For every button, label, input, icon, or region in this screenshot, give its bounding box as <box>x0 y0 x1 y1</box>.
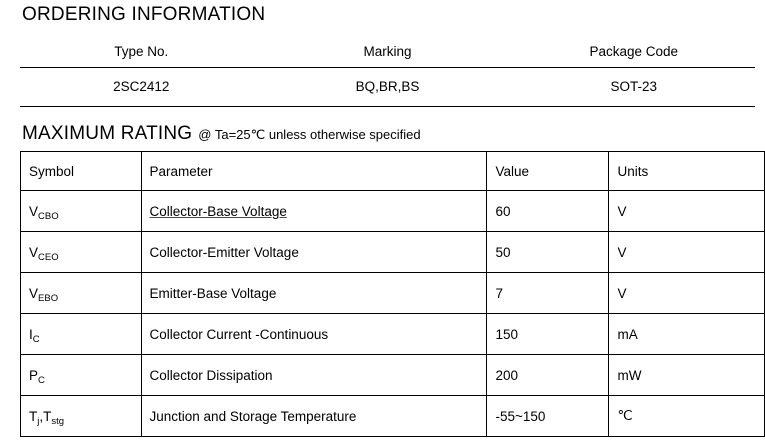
symbol-base: T <box>29 408 38 424</box>
cell-symbol <box>21 232 142 273</box>
symbol-subscript: CBO <box>38 210 59 222</box>
maximum-rating-condition: @ Ta=25℃ unless otherwise specified <box>198 127 421 142</box>
ordering-information-section <box>20 38 745 107</box>
table-row <box>21 191 765 232</box>
cell-parameter: Collector Dissipation <box>141 355 487 396</box>
table-row <box>21 273 765 314</box>
column-header-parameter: Parameter <box>141 152 487 191</box>
cell-units: V <box>609 273 765 314</box>
cell-marking: BQ,BR,BS <box>263 68 513 107</box>
symbol-subscript: C <box>32 333 40 345</box>
maximum-rating-heading <box>22 123 755 145</box>
cell-units: ℃ <box>609 396 765 437</box>
column-header-units: Units <box>609 152 765 191</box>
cell-symbol <box>21 314 142 355</box>
column-header-symbol: Symbol <box>21 152 142 191</box>
symbol-subscript: j <box>37 415 40 427</box>
symbol-base: V <box>29 244 39 260</box>
symbol-subscript: EBO <box>38 292 59 304</box>
cell-value: 60 <box>487 191 609 232</box>
cell-value: 7 <box>487 273 609 314</box>
ordering-information-title: ORDERING INFORMATION <box>22 4 266 25</box>
maximum-rating-title: MAXIMUM RATING <box>22 123 193 144</box>
cell-value: 200 <box>487 355 609 396</box>
cell-units: V <box>609 232 765 273</box>
cell-symbol <box>21 355 142 396</box>
cell-value: 50 <box>487 232 609 273</box>
cell-units: mA <box>609 314 765 355</box>
ordering-information-table <box>20 38 755 107</box>
symbol-base: V <box>29 203 39 219</box>
table-row <box>21 232 765 273</box>
symbol-subscript-2: stg <box>51 415 65 427</box>
table-header-row <box>20 38 755 68</box>
table-row <box>21 396 765 437</box>
cell-symbol <box>21 396 142 437</box>
column-header-type-no: Type No. <box>20 38 263 68</box>
symbol-base: I <box>29 326 33 342</box>
table-row <box>21 314 765 355</box>
cell-parameter <box>141 191 487 232</box>
cell-parameter: Collector-Emitter Voltage <box>141 232 487 273</box>
maximum-rating-section <box>20 151 745 437</box>
symbol-subscript: C <box>38 374 45 386</box>
table-header-row <box>21 152 765 191</box>
cell-symbol <box>21 273 142 314</box>
parameter-text: Collector-Base Voltage <box>149 203 287 219</box>
column-header-marking: Marking <box>263 38 513 68</box>
cell-value: 150 <box>487 314 609 355</box>
table-row <box>20 68 755 107</box>
symbol-base: V <box>29 285 39 301</box>
symbol-base-2: ,T <box>39 408 52 424</box>
cell-parameter: Junction and Storage Temperature <box>141 396 487 437</box>
datasheet-page <box>0 4 765 445</box>
cell-units: V <box>609 191 765 232</box>
cell-units: mW <box>609 355 765 396</box>
cell-symbol <box>21 191 142 232</box>
cell-package-code: SOT-23 <box>512 68 755 107</box>
symbol-subscript: CEO <box>38 251 59 263</box>
cell-type-no: 2SC2412 <box>20 68 263 107</box>
cell-parameter: Emitter-Base Voltage <box>141 273 487 314</box>
maximum-rating-table <box>20 151 765 437</box>
symbol-base: P <box>29 367 39 383</box>
cell-value: -55~150 <box>487 396 609 437</box>
cell-parameter: Collector Current -Continuous <box>141 314 487 355</box>
column-header-package-code: Package Code <box>512 38 755 68</box>
table-row <box>21 355 765 396</box>
column-header-value: Value <box>487 152 609 191</box>
